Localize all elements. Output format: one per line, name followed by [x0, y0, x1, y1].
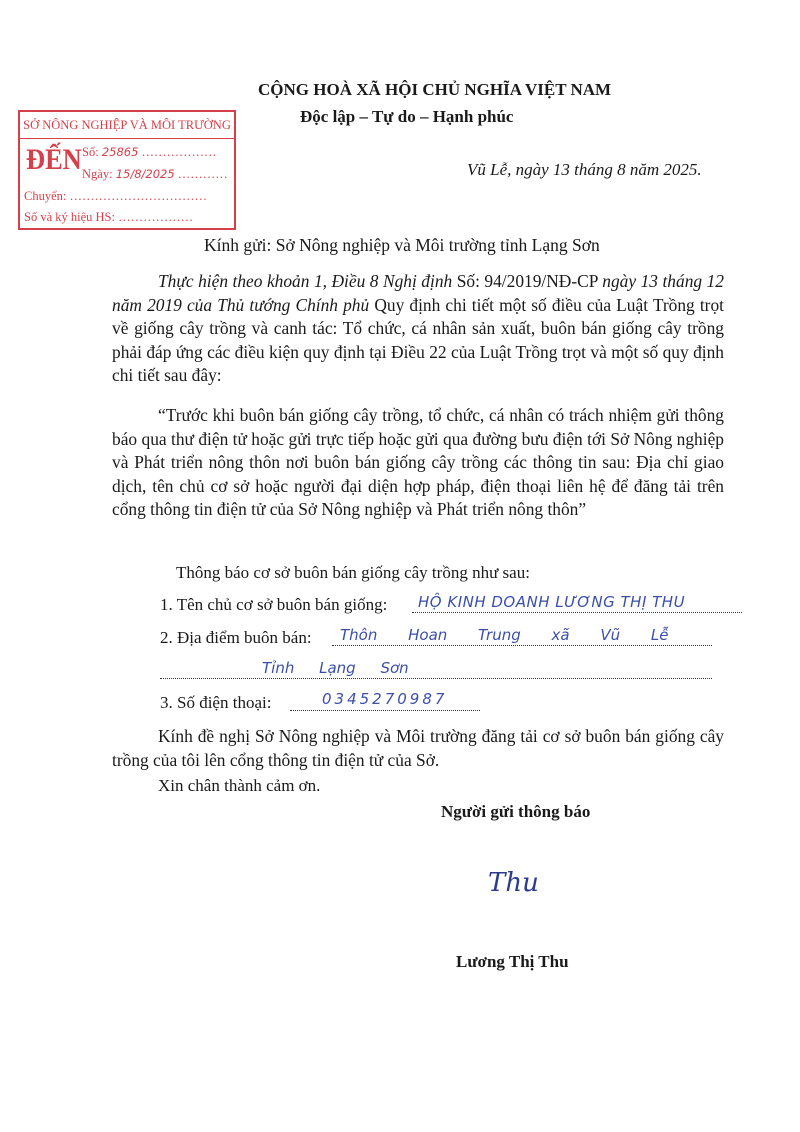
phone-value: 0345270987: [322, 690, 448, 708]
request-paragraph: Kính đề nghị Sở Nông nghiệp và Môi trường đăng tải cơ sở buôn bán giống cây trồng của tôi lên cổng thông tin điện tử của Sở.: [112, 726, 724, 770]
national-title: CỘNG HOÀ XÃ HỘI CHỦ NGHĨA VIỆT NAM: [258, 80, 612, 99]
intro-italic-2: ngày 13 tháng 12 năm 2019 của Thủ tướng Chính phủ: [112, 271, 724, 315]
location-dotline-2: [160, 678, 712, 679]
intro-normal-1: Số: 94/2019/NĐ-CP: [452, 271, 603, 291]
owner-value: HỘ KINH DOANH LƯƠNG THỊ THU: [418, 593, 686, 611]
signer-name: Lương Thị Thu: [456, 952, 569, 971]
phone-label: 3. Số điện thoại:: [160, 693, 272, 712]
thanks-line: Xin chân thành cảm ơn.: [158, 776, 321, 795]
location-value-2: Tỉnh Lạng Sơn: [262, 659, 409, 677]
stamp-hs-row: Số và ký hiệu HS: ………………: [24, 210, 194, 224]
intro-italic-1: Thực hiện theo khoản 1, Điều 8 Nghị định: [158, 271, 453, 291]
notice-intro: Thông báo cơ sở buôn bán giống cây trồng như sau:: [176, 563, 530, 582]
owner-dotline: [412, 612, 742, 613]
phone-dotline: [290, 710, 480, 711]
location-label: 2. Địa điểm buôn bán:: [160, 628, 312, 647]
stamp-hs-label: Số và ký hiệu HS:: [24, 210, 115, 224]
location-value-1: Thôn Hoan Trung xã Vũ Lễ: [340, 626, 669, 644]
owner-label: 1. Tên chủ cơ sở buôn bán giống:: [160, 595, 388, 614]
intro-normal-2: Quy định chi tiết một số điều của Luật Trồng trọt về giống cây trồng và canh tác: Tổ chức, cá nhân sản xuất, buôn bán giống cây trồng phải đáp ứng các điều kiện quy định tại Điều 22 của Luật Trồng trọt và một số quy định chi tiết sau đây:: [112, 294, 724, 385]
signature-title: Người gửi thông báo: [441, 802, 591, 821]
stamp-org: SỞ NÔNG NGHIỆP VÀ MÔI TRƯỜNG: [20, 112, 234, 139]
date-line: Vũ Lễ, ngày 13 tháng 8 năm 2025.: [467, 160, 702, 179]
intro-paragraph: [112, 270, 724, 388]
quote-paragraph: “Trước khi buôn bán giống cây trồng, tổ chức, cá nhân có trách nhiệm gửi thông báo qua thư điện tử hoặc gửi trực tiếp hoặc gửi qua đường bưu điện tới Sở Nông nghiệp và Phát triển nông thôn nơi buôn bán giống cây trồng các thông tin sau: Địa chỉ giao dịch, tên chủ cơ sở hoặc người đại diện hợp pháp, điện thoại liên hệ để đăng tải trên cổng thông tin điện tử của Sở Nông nghiệp và Phát triển nông thôn”: [112, 405, 724, 519]
stamp-ngay-label: Ngày:: [82, 167, 113, 181]
stamp-ngay-value: 15/8/2025: [115, 167, 175, 181]
location-dotline-1: [332, 645, 712, 646]
stamp-so-row: Số: 25865 ………………: [82, 145, 217, 159]
stamp-chuyen-label: Chuyển:: [24, 189, 67, 203]
stamp-so-value: 25865: [101, 145, 139, 159]
stamp-ngay-row: Ngày: 15/8/2025 …………: [82, 167, 228, 181]
incoming-stamp: [18, 110, 236, 230]
recipient-line: Kính gửi: Sở Nông nghiệp và Môi trường tỉnh Lạng Sơn: [204, 235, 600, 255]
national-motto: Độc lập – Tự do – Hạnh phúc: [300, 107, 514, 126]
handwritten-signature: Thu: [488, 868, 539, 898]
stamp-chuyen-row: Chuyển: ……………………………: [24, 189, 207, 203]
stamp-so-label: Số:: [82, 145, 99, 159]
stamp-den: ĐẾN: [26, 143, 82, 176]
